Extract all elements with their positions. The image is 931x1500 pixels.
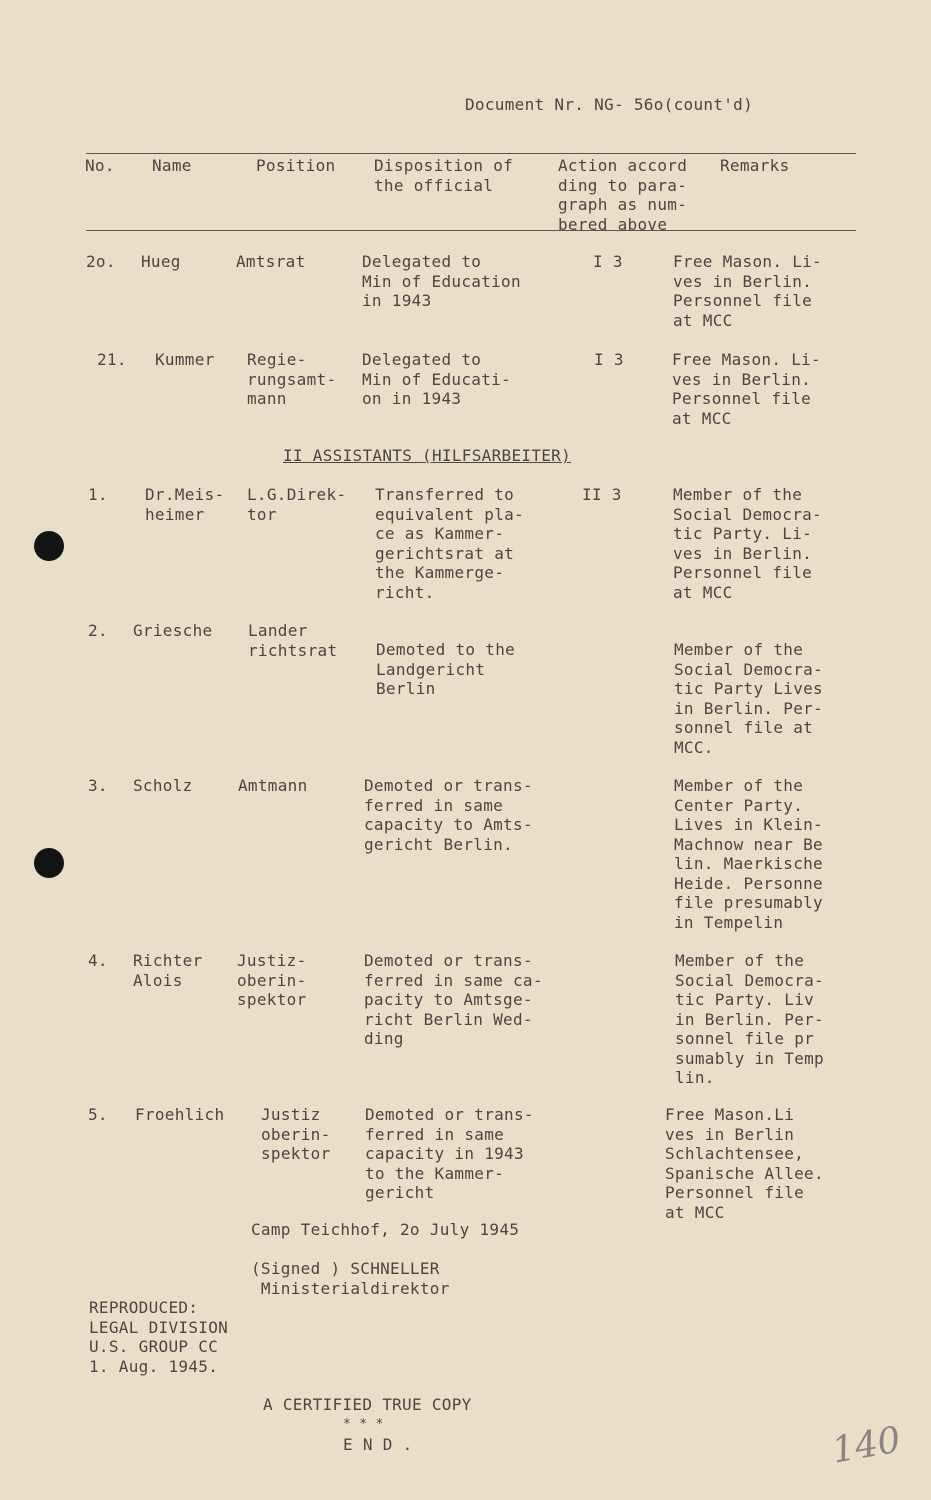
header-name: Name — [152, 156, 192, 175]
assistant-3-position: Amtmann — [238, 776, 308, 795]
punch-hole-top — [34, 531, 64, 561]
assistant-5-remarks: Free Mason.Li ves in Berlin Schlachtensee, Spanische Allee. Personnel file at MCC — [665, 1105, 824, 1222]
row-20-action: I 3 — [593, 252, 623, 271]
document-reference: Document Nr. NG- 56o(count'd) — [465, 95, 754, 114]
header-no: No. — [85, 156, 115, 175]
assistant-1-action: II 3 — [582, 485, 622, 504]
stars-line: * * * — [343, 1417, 384, 1432]
row-21-disposition: Delegated to Min of Educati- on in 1943 — [362, 350, 511, 408]
handwritten-page-number: 140 — [828, 1419, 904, 1472]
reproduced-block: REPRODUCED: LEGAL DIVISION U.S. GROUP CC 1. Aug. 1945. — [89, 1298, 229, 1376]
row-21-no: 21. — [97, 350, 127, 369]
row-20-disposition: Delegated to Min of Education in 1943 — [362, 252, 521, 310]
assistant-1-no: 1. — [88, 485, 108, 504]
row-21-remarks: Free Mason. Li- ves in Berlin. Personnel file at MCC — [672, 350, 821, 428]
assistant-5-position: Justiz oberin- spektor — [261, 1105, 331, 1163]
header-disposition: Disposition of the official — [374, 156, 514, 195]
end-line: E N D . — [343, 1435, 413, 1454]
assistant-1-remarks: Member of the Social Democra- tic Party. Li- ves in Berlin. Personnel file at MCC — [673, 485, 822, 602]
assistant-4-disposition: Demoted or trans- ferred in same ca- pacity to Amtsge- richt Berlin Wed- ding — [364, 951, 543, 1048]
header-rule-top — [86, 153, 856, 154]
assistant-3-disposition: Demoted or trans- ferred in same capacity to Amts- gericht Berlin. — [364, 776, 533, 854]
assistant-1-name: Dr.Meis- heimer — [145, 485, 225, 524]
assistant-5-disposition: Demoted or trans- ferred in same capacity in 1943 to the Kammer- gericht — [365, 1105, 534, 1202]
row-20-position: Amtsrat — [236, 252, 306, 271]
assistant-1-disposition: Transferred to equivalent pla- ce as Kammer- gerichtsrat at the Kammerge- richt. — [375, 485, 524, 602]
assistant-5-name: Froehlich — [135, 1105, 225, 1124]
row-21-name: Kummer — [155, 350, 215, 369]
assistant-3-name: Scholz — [133, 776, 193, 795]
certified-copy: A CERTIFIED TRUE COPY — [263, 1395, 472, 1414]
assistant-5-no: 5. — [88, 1105, 108, 1124]
assistant-2-disposition: Demoted to the Landgericht Berlin — [376, 640, 516, 698]
assistant-4-name: Richter Alois — [133, 951, 203, 990]
signature-block: (Signed ) SCHNELLER Ministerialdirektor — [251, 1259, 450, 1298]
row-20-name: Hueg — [141, 252, 181, 271]
section-title: II ASSISTANTS (HILFSARBEITER) — [283, 446, 572, 465]
assistant-1-position: L.G.Direk- tor — [247, 485, 347, 524]
assistant-3-remarks: Member of the Center Party. Lives in Klein- Machnow near Be lin. Maerkische Heide. Personne file presumably in Tempelin — [674, 776, 823, 932]
row-21-action: I 3 — [594, 350, 624, 369]
assistant-3-no: 3. — [88, 776, 108, 795]
row-20-no: 2o. — [86, 252, 116, 271]
header-remarks: Remarks — [720, 156, 790, 175]
header-rule-bottom — [86, 230, 856, 231]
header-position: Position — [256, 156, 336, 175]
row-20-remarks: Free Mason. Li- ves in Berlin. Personnel file at MCC — [673, 252, 822, 330]
assistant-4-remarks: Member of the Social Democra- tic Party. Liv in Berlin. Per- sonnel file pr sumably in Temp lin. — [675, 951, 824, 1087]
assistant-2-remarks: Member of the Social Democra- tic Party Lives in Berlin. Per- sonnel file at MCC. — [674, 640, 823, 757]
assistant-2-no: 2. — [88, 621, 108, 640]
assistant-4-position: Justiz- oberin- spektor — [237, 951, 307, 1009]
assistant-2-name: Griesche — [133, 621, 213, 640]
place-date: Camp Teichhof, 2o July 1945 — [251, 1220, 520, 1239]
assistant-4-no: 4. — [88, 951, 108, 970]
punch-hole-bottom — [34, 848, 64, 878]
row-21-position: Regie- rungsamt- mann — [247, 350, 337, 408]
header-action: Action accord ding to para- graph as num- bered above — [558, 156, 688, 234]
assistant-2-position: Lander richtsrat — [248, 621, 338, 660]
